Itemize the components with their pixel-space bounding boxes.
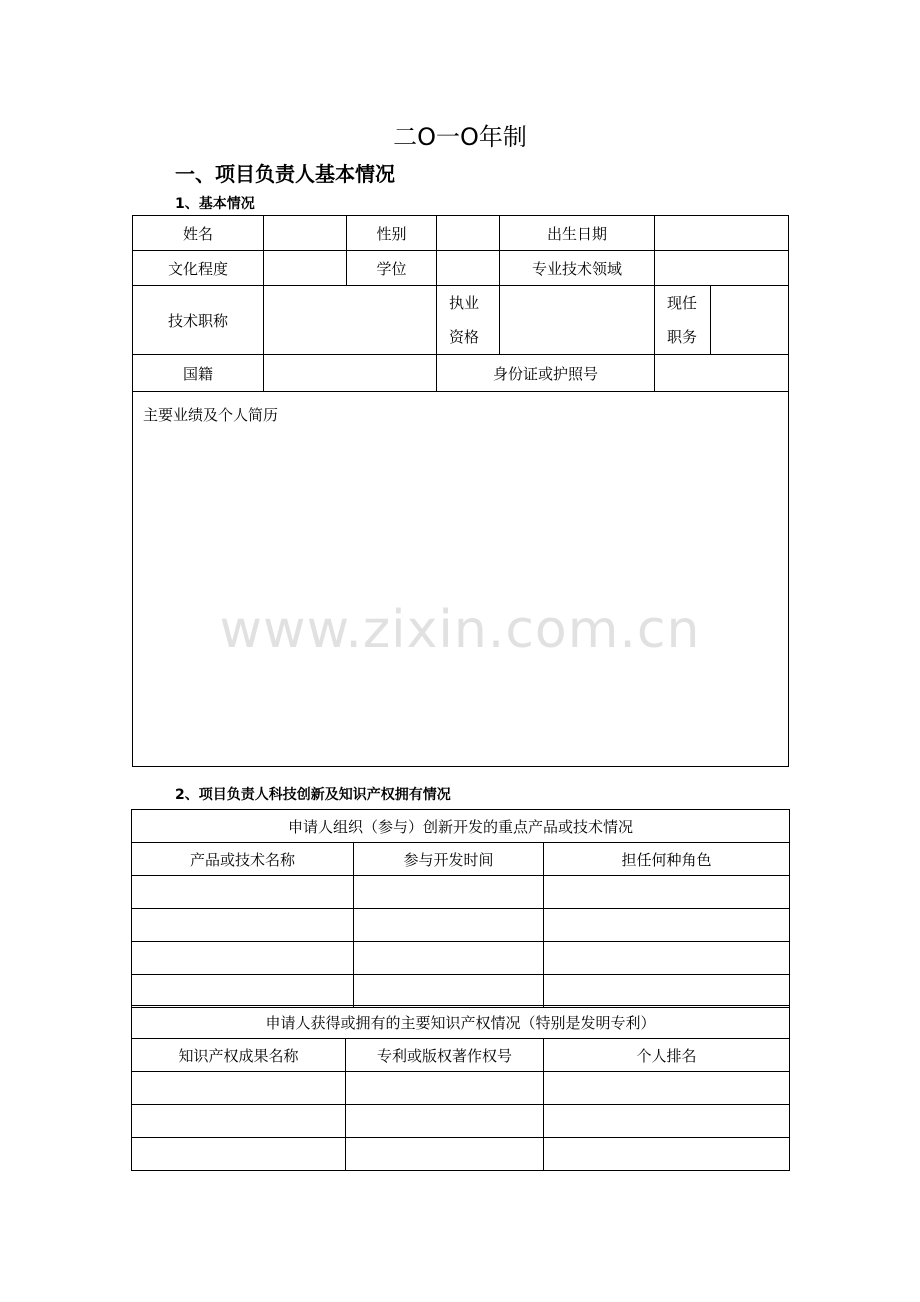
ip-header-name: 知识产权成果名称: [132, 1039, 346, 1072]
ip-name-cell[interactable]: [132, 1138, 346, 1171]
ip-title: 申请人获得或拥有的主要知识产权情况（特别是发明专利）: [132, 1006, 790, 1039]
year-title: 二O一O年制: [393, 123, 527, 151]
specialty-label: 专业技术领域: [500, 251, 655, 286]
products-header-time: 参与开发时间: [354, 843, 544, 876]
table-row: [132, 942, 790, 975]
table-row: [132, 1138, 790, 1171]
ip-rank-cell[interactable]: [544, 1072, 790, 1105]
position-field[interactable]: [711, 286, 789, 355]
table-row: [132, 1072, 790, 1105]
birthdate-label: 出生日期: [500, 216, 655, 251]
ip-header-rank: 个人排名: [544, 1039, 790, 1072]
ip-name-cell[interactable]: [132, 1105, 346, 1138]
products-header-role: 担任何种角色: [544, 843, 790, 876]
product-time-cell[interactable]: [354, 942, 544, 975]
innovation-subtitle: 2、项目负责人科技创新及知识产权拥有情况: [175, 787, 451, 803]
id-field[interactable]: [655, 355, 789, 392]
section-title: 一、项目负责人基本情况: [175, 162, 395, 186]
tech-title-label: 技术职称: [133, 286, 264, 355]
products-table: [131, 809, 790, 1008]
table-row: [132, 1105, 790, 1138]
qualification-label-line1: 执业: [449, 294, 480, 312]
ip-number-cell[interactable]: [346, 1072, 544, 1105]
ip-rank-cell[interactable]: [544, 1105, 790, 1138]
degree-field[interactable]: [437, 251, 500, 286]
table-row: [132, 876, 790, 909]
qualification-field[interactable]: [500, 286, 655, 355]
qualification-label: [437, 286, 500, 355]
basic-info-subtitle: 1、基本情况: [175, 196, 255, 212]
bio-field[interactable]: [133, 392, 789, 767]
product-role-cell[interactable]: [544, 909, 790, 942]
specialty-field[interactable]: [655, 251, 789, 286]
product-name-cell[interactable]: [132, 942, 354, 975]
position-label: [655, 286, 711, 355]
ip-number-cell[interactable]: [346, 1105, 544, 1138]
education-field[interactable]: [264, 251, 347, 286]
products-header-name: 产品或技术名称: [132, 843, 354, 876]
qualification-label-line2: 资格: [449, 328, 480, 346]
product-role-cell[interactable]: [544, 876, 790, 909]
id-label: 身份证或护照号: [437, 355, 655, 392]
ip-name-cell[interactable]: [132, 1072, 346, 1105]
tech-title-field[interactable]: [264, 286, 437, 355]
name-field[interactable]: [264, 216, 347, 251]
product-name-cell[interactable]: [132, 975, 354, 1008]
education-label: 文化程度: [133, 251, 264, 286]
table-row: [132, 975, 790, 1008]
nationality-label: 国籍: [133, 355, 264, 392]
table-row: [132, 909, 790, 942]
basic-info-table: [132, 215, 789, 767]
product-time-cell[interactable]: [354, 876, 544, 909]
product-name-cell[interactable]: [132, 876, 354, 909]
product-time-cell[interactable]: [354, 909, 544, 942]
watermark: www.zixin.com.cn: [219, 600, 701, 660]
ip-number-cell[interactable]: [346, 1138, 544, 1171]
products-title: 申请人组织（参与）创新开发的重点产品或技术情况: [132, 810, 790, 843]
ip-header-number: 专利或版权著作权号: [346, 1039, 544, 1072]
ip-table: [131, 1005, 790, 1171]
birthdate-field[interactable]: [655, 216, 789, 251]
product-role-cell[interactable]: [544, 942, 790, 975]
gender-field[interactable]: [437, 216, 500, 251]
bio-label: 主要业绩及个人简历: [143, 406, 279, 424]
product-time-cell[interactable]: [354, 975, 544, 1008]
ip-rank-cell[interactable]: [544, 1138, 790, 1171]
position-label-line2: 职务: [667, 328, 698, 346]
product-name-cell[interactable]: [132, 909, 354, 942]
degree-label: 学位: [347, 251, 437, 286]
nationality-field[interactable]: [264, 355, 437, 392]
product-role-cell[interactable]: [544, 975, 790, 1008]
gender-label: 性别: [347, 216, 437, 251]
position-label-line1: 现任: [667, 294, 698, 312]
name-label: 姓名: [133, 216, 264, 251]
